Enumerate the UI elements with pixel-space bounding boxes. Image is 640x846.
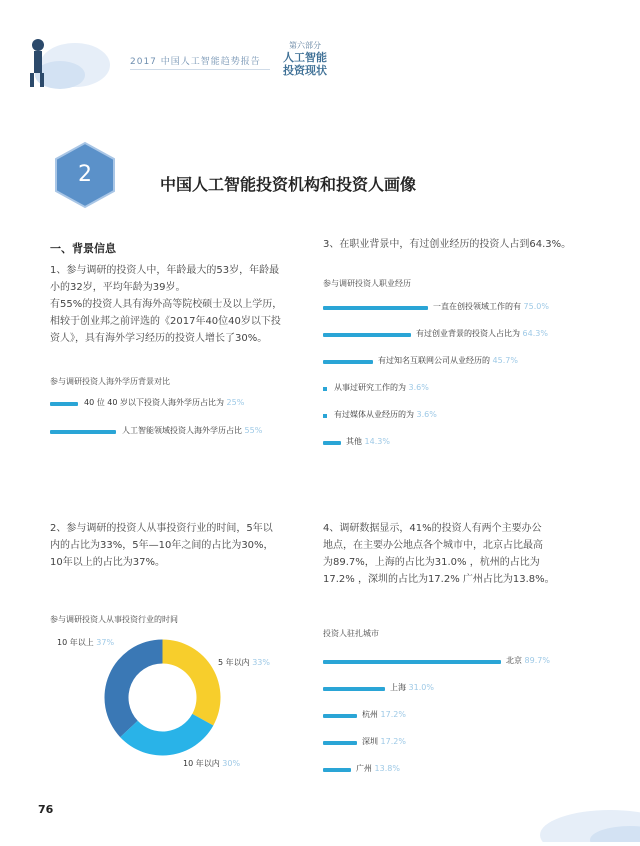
city-bar [323, 687, 385, 691]
text-line: 地点，在主要办公地点各个城市中，北京占比最高 [323, 540, 543, 551]
background-text [50, 262, 300, 347]
section-title-line2: 投资现状 [283, 64, 327, 77]
donut-label [57, 637, 114, 648]
bar-label-text: 广州 [356, 764, 372, 773]
career-bar-label [416, 328, 548, 339]
career-bar-label [346, 436, 390, 447]
text-line: 10年以上的占比为37%。 [50, 557, 165, 568]
education-chart-title: 参与调研投资人海外学历背景对比 [50, 377, 170, 386]
donut-slice [104, 640, 162, 738]
career-bar [323, 360, 373, 364]
section-title-line1: 人工智能 [283, 51, 327, 64]
bar-value: 55% [244, 426, 263, 435]
career-bar-label [433, 301, 549, 312]
bar-value: 13.8% [374, 764, 400, 773]
donut-chart [100, 635, 225, 760]
text-line: 2、参与调研的投资人从事投资行业的时间，5年以 [50, 523, 273, 534]
slice-value: 37% [96, 638, 115, 647]
slice-value: 33% [252, 658, 270, 667]
education-bar [50, 430, 116, 434]
city-bar [323, 714, 357, 718]
chapter-title: 中国人工智能投资机构和投资人画像 [160, 175, 417, 194]
bar-value: 25% [226, 398, 245, 407]
city-bar-label [362, 736, 406, 747]
career-bar [323, 333, 411, 337]
bar-label-text: 有过知名互联网公司从业经历的 [378, 356, 490, 365]
bar-value: 14.3% [364, 437, 390, 446]
bar-label-text: 上海 [390, 683, 406, 692]
footer-decoration [520, 790, 640, 842]
text-line: 资人》，具有海外学习经历的投资人增长了30%。 [50, 333, 268, 344]
career-bar-label [334, 409, 437, 420]
education-bar [50, 402, 78, 406]
text-line: 有55%的投资人具有海外高等院校硕士及以上学历， [50, 299, 283, 310]
bar-value: 17.2% [380, 737, 406, 746]
bar-value: 89.7% [524, 656, 550, 665]
header-divider [130, 69, 270, 70]
text-line: 内的占比为33%，5年—10年之间的占比为30%， [50, 540, 274, 551]
page-number: 76 [38, 803, 54, 816]
career-bar [323, 414, 327, 418]
bar-label-text: 40 位 40 岁以下投资人海外学历占比为 [84, 398, 224, 407]
part-label: 第六部分 [289, 41, 321, 50]
bar-label-text: 从事过研究工作的为 [334, 383, 406, 392]
text-line: 4、调研数据显示，41%的投资人有两个主要办公 [323, 523, 542, 534]
bar-value: 3.6% [408, 383, 429, 392]
slice-value: 30% [222, 759, 241, 768]
text-line: 1、参与调研的投资人中，年龄最大的53岁，年龄最 [50, 265, 280, 276]
slice-label: 10 年以上 [57, 638, 94, 647]
text-line: 17.2% ，深圳的占比为17.2% 广州占比为13.8%。 [323, 574, 555, 585]
education-bar-label [122, 425, 262, 436]
bar-value: 45.7% [492, 356, 518, 365]
slice-label: 10 年以内 [183, 759, 220, 768]
city-bar [323, 768, 351, 772]
report-title: 2017 中国人工智能趋势报告 [130, 57, 261, 67]
city-bar-label [390, 682, 434, 693]
chapter-number: 2 [78, 162, 92, 187]
section-tag [270, 40, 340, 100]
city-bar [323, 741, 357, 745]
bar-value: 3.6% [416, 410, 437, 419]
slice-label: 5 年以内 [218, 658, 250, 667]
career-bar [323, 306, 428, 310]
text-line: 为89.7%，上海的占比为31.0% ，杭州的占比为 [323, 557, 540, 568]
career-intro: 3、在职业背景中，有过创业经历的投资人占到64.3%。 [323, 239, 572, 250]
city-bar [323, 660, 501, 664]
bar-label-text: 有过创业背景的投资人占比为 [416, 329, 520, 338]
city-bar-label [362, 709, 406, 720]
header-illustration [20, 25, 110, 95]
career-chart-title: 参与调研投资人职业经历 [323, 279, 411, 288]
education-bar-label [84, 397, 244, 408]
bar-label-text: 杭州 [362, 710, 378, 719]
city-bar-label [356, 763, 400, 774]
bar-label-text: 北京 [506, 656, 522, 665]
bar-label-text: 人工智能领域投资人海外学历占比 [122, 426, 242, 435]
text-line: 小的32岁，平均年龄为39岁。 [50, 282, 186, 293]
donut-label [218, 657, 270, 668]
experience-text [50, 520, 310, 571]
career-bar-label [334, 382, 429, 393]
bar-value: 75.0% [523, 302, 549, 311]
city-text [323, 520, 593, 588]
bar-label-text: 有过媒体从业经历的为 [334, 410, 414, 419]
bar-value: 17.2% [380, 710, 406, 719]
text-line: 相较于创业邦之前评选的《2017年40位40岁以下投 [50, 316, 281, 327]
city-bar-label [506, 655, 550, 666]
bar-label-text: 其他 [346, 437, 362, 446]
city-chart-title: 投资人驻扎城市 [323, 629, 379, 638]
bar-label-text: 一直在创投领域工作的有 [433, 302, 521, 311]
donut-slice [163, 640, 221, 726]
career-bar [323, 441, 341, 445]
background-heading: 一、背景信息 [50, 242, 116, 255]
donut-label [183, 758, 240, 769]
experience-chart-title: 参与调研投资人从事投资行业的时间 [50, 615, 178, 624]
bar-label-text: 深圳 [362, 737, 378, 746]
bar-value: 31.0% [408, 683, 434, 692]
career-bar-label [378, 355, 518, 366]
bar-value: 64.3% [522, 329, 548, 338]
career-bar [323, 387, 327, 391]
